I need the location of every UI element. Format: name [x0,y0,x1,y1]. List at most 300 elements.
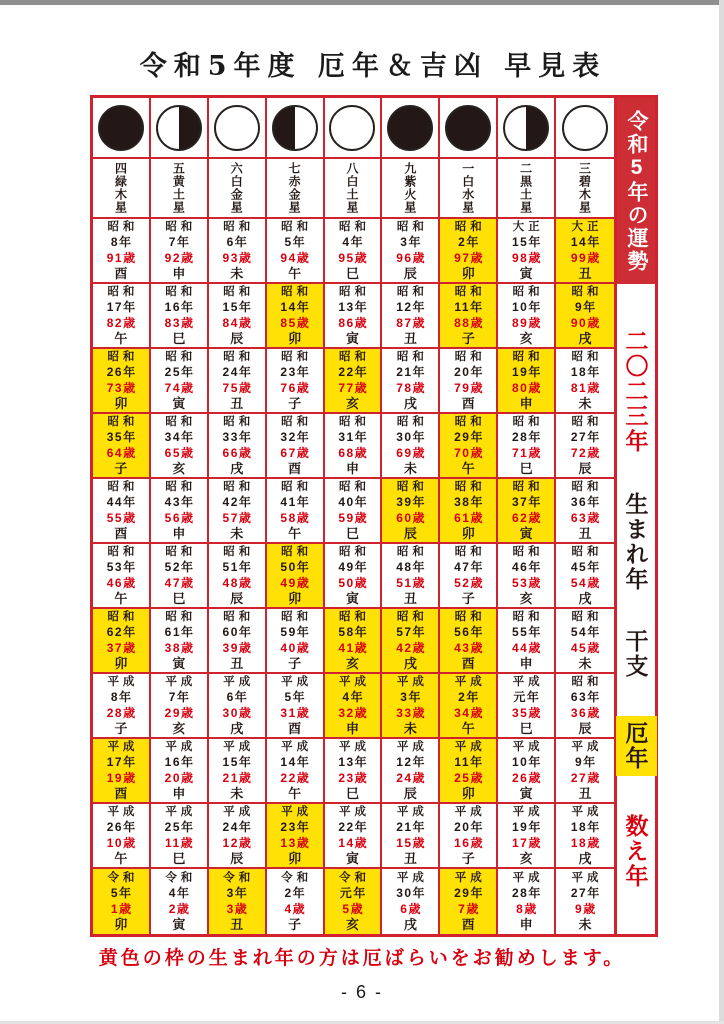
year-label: 10年 [511,300,542,314]
birth-year-cell-yakudoshi [267,804,325,869]
era-label: 昭和 [223,221,255,233]
era-label: 昭和 [338,611,370,623]
age-label: 79歳 [454,381,484,395]
era-label: 昭和 [396,416,428,428]
era-label: 昭和 [165,546,197,558]
right-sidebar [617,95,658,937]
age-label: 80歳 [511,381,542,395]
age-label: 91歳 [106,251,137,265]
zodiac-label: 申 [172,266,186,281]
birth-year-cell [209,544,267,609]
zodiac-label: 寅 [519,266,533,281]
birth-year-cell-yakudoshi [382,609,440,674]
birth-year-cell [209,674,267,739]
year-label: 45年 [570,560,601,574]
age-label: 65歳 [164,446,195,460]
era-label: 平成 [281,741,313,753]
year-label: 元年 [513,690,541,704]
zodiac-label: 巳 [519,721,533,736]
birth-year-cell [498,609,556,674]
era-label: 大正 [512,221,544,233]
era-label: 令和 [281,872,313,884]
age-label: 50歳 [338,576,369,590]
birth-year-row [93,414,614,479]
birth-year-cell [267,349,325,414]
year-label: 59年 [280,625,311,639]
year-label: 12年 [396,755,427,769]
year-label: 7年 [168,690,191,704]
moon-phase-cell [267,98,325,159]
age-label: 25歳 [454,771,484,785]
age-label: 87歳 [396,316,427,330]
year-label: 18年 [570,820,601,834]
era-label: 昭和 [571,481,603,493]
age-label: 78歳 [396,381,427,395]
birth-year-row [93,609,614,674]
zodiac-label: 午 [114,331,128,346]
age-label: 10歳 [106,836,137,850]
zodiac-label: 寅 [172,656,186,671]
era-label: 平成 [454,676,486,688]
era-label: 平成 [396,806,428,818]
birth-year-cell-yakudoshi [93,349,151,414]
sidebar-item-black: 生まれ年 [622,491,649,592]
zodiac-label: 卯 [461,526,475,541]
era-label: 平成 [571,806,603,818]
era-label: 昭和 [454,481,486,493]
sidebar-item-red: 数え年 [622,813,649,889]
era-label: 昭和 [165,351,197,363]
zodiac-label: 卯 [114,656,128,671]
year-label: 32年 [280,430,311,444]
zodiac-label: 丑 [403,851,417,866]
zodiac-label: 卯 [114,917,128,932]
birth-year-cell-yakudoshi [440,609,498,674]
age-label: 35歳 [511,706,542,720]
zodiac-label: 巳 [172,851,186,866]
year-label: 16年 [164,755,195,769]
age-label: 68歳 [338,446,369,460]
era-label: 昭和 [338,351,370,363]
era-label: 昭和 [396,221,428,233]
era-label: 昭和 [571,416,603,428]
zodiac-label: 未 [578,917,592,932]
zodiac-label: 午 [461,461,475,476]
zodiac-label: 亥 [345,396,359,411]
moon-phase-icon-black [387,105,433,151]
star-header-cell [440,159,498,219]
year-label: 26年 [106,365,137,379]
zodiac-label: 丑 [403,591,417,606]
birth-year-row [93,479,614,544]
age-label: 11歳 [164,836,195,850]
age-label: 81歳 [570,381,601,395]
year-label: 23年 [280,365,311,379]
era-label: 平成 [512,872,544,884]
moon-phase-icon-left-black [272,105,318,151]
year-label: 49年 [338,560,369,574]
moon-phase-row [93,98,614,159]
year-label: 3年 [400,690,422,704]
birth-year-cell [267,219,325,284]
zodiac-label: 未 [230,786,244,801]
era-label: 平成 [571,741,603,753]
age-label: 19歳 [106,771,137,785]
year-label: 14年 [280,755,311,769]
era-label: 昭和 [396,546,428,558]
birth-year-cell [209,609,267,674]
era-label: 昭和 [281,611,313,623]
era-label: 昭和 [454,286,486,298]
era-label: 平成 [571,872,603,884]
star-name-label: 二黒土星 [518,162,533,214]
era-label: 平成 [338,806,370,818]
age-label: 89歳 [511,316,542,330]
year-label: 13年 [338,755,369,769]
age-label: 58歳 [280,511,311,525]
era-label: 平成 [107,806,139,818]
birth-year-cell [209,414,267,479]
zodiac-label: 酉 [461,917,475,932]
moon-phase-icon-right-black [503,105,549,151]
zodiac-label: 丑 [578,266,592,281]
birth-year-cell [93,674,151,739]
birth-year-cell [93,219,151,284]
birth-year-cell [325,804,383,869]
age-label: 37歳 [106,641,137,655]
year-label: 48年 [396,560,427,574]
year-label: 28年 [511,886,542,900]
birth-year-cell [498,804,556,869]
year-label: 23年 [280,820,311,834]
birth-year-cell [382,804,440,869]
birth-year-cell [151,479,209,544]
year-label: 20年 [454,820,484,834]
zodiac-label: 辰 [403,266,417,281]
zodiac-label: 戌 [578,851,592,866]
birth-year-cell-yakudoshi [440,674,498,739]
moon-phase-cell [440,98,498,159]
era-label: 昭和 [165,286,197,298]
age-label: 82歳 [106,316,137,330]
year-label: 2年 [458,690,480,704]
birth-year-cell [209,284,267,349]
year-label: 11年 [454,755,484,769]
zodiac-label: 午 [114,591,128,606]
age-label: 53歳 [511,576,542,590]
birth-year-cell [556,544,614,609]
scan-edge-right [719,0,724,1024]
scan-edge-top [0,0,724,5]
birth-year-cell-yakudoshi [93,609,151,674]
age-label: 61歳 [454,511,484,525]
zodiac-label: 未 [230,266,244,281]
age-label: 2歳 [168,902,191,916]
year-label: 14年 [280,300,311,314]
year-label: 4年 [168,886,191,900]
year-label: 21年 [396,365,427,379]
age-label: 51歳 [396,576,427,590]
zodiac-label: 酉 [461,656,475,671]
year-label: 46年 [511,560,542,574]
birth-year-cell [325,479,383,544]
zodiac-label: 巳 [345,266,359,281]
moon-phase-cell [556,98,614,159]
age-label: 39歳 [222,641,253,655]
age-label: 94歳 [280,251,311,265]
year-label: 20年 [454,365,484,379]
era-label: 昭和 [338,546,370,558]
year-label: 38年 [454,495,484,509]
birth-year-cell [382,349,440,414]
zodiac-label: 戌 [230,721,244,736]
zodiac-label: 辰 [578,721,592,736]
year-label: 28年 [511,430,542,444]
year-label: 5年 [284,690,307,704]
year-label: 44年 [106,495,137,509]
moon-phase-icon-white [214,105,260,151]
zodiac-label: 辰 [230,851,244,866]
age-label: 8歳 [516,902,538,916]
year-label: 9年 [574,755,597,769]
birth-year-cell [382,219,440,284]
zodiac-label: 亥 [519,591,533,606]
zodiac-label: 子 [461,591,475,606]
year-label: 37年 [511,495,542,509]
zodiac-label: 申 [172,786,186,801]
star-name-label: 九紫火星 [402,162,417,214]
era-label: 昭和 [512,416,544,428]
birth-year-cell [209,479,267,544]
age-label: 22歳 [280,771,311,785]
birth-year-cell [382,544,440,609]
birth-year-cell [267,609,325,674]
year-label: 58年 [338,625,369,639]
age-label: 83歳 [164,316,195,330]
age-label: 21歳 [222,771,253,785]
era-label: 昭和 [281,546,313,558]
year-label: 34年 [164,430,195,444]
age-label: 77歳 [338,381,369,395]
year-label: 6年 [226,690,249,704]
year-label: 22年 [338,820,369,834]
zodiac-label: 巳 [519,461,533,476]
era-label: 昭和 [165,481,197,493]
moon-phase-cell [209,98,267,159]
year-label: 24年 [222,365,253,379]
era-label: 平成 [454,741,486,753]
era-label: 平成 [223,806,255,818]
birth-year-cell [325,544,383,609]
zodiac-label: 未 [403,461,417,476]
year-label: 19年 [511,820,542,834]
zodiac-label: 寅 [345,331,359,346]
star-header-cell [556,159,614,219]
age-label: 33歳 [396,706,427,720]
year-label: 36年 [570,495,601,509]
age-label: 31歳 [280,706,311,720]
zodiac-label: 亥 [519,851,533,866]
zodiac-label: 申 [345,721,359,736]
birth-year-cell [209,804,267,869]
age-label: 24歳 [396,771,427,785]
zodiac-label: 戌 [403,917,417,932]
year-label: 7年 [168,235,191,249]
era-label: 昭和 [107,416,139,428]
age-label: 97歳 [454,251,484,265]
era-label: 平成 [338,676,370,688]
zodiac-label: 巳 [345,786,359,801]
birth-year-row [93,804,614,869]
era-label: 昭和 [454,416,486,428]
year-label: 52年 [164,560,195,574]
birth-year-cell [151,804,209,869]
zodiac-label: 卯 [114,396,128,411]
era-label: 大正 [571,221,603,233]
sidebar-item-yellow-bg: 厄年 [616,716,657,776]
era-label: 平成 [396,676,428,688]
birth-year-cell [382,869,440,934]
era-label: 昭和 [223,611,255,623]
zodiac-label: 卯 [461,266,475,281]
age-label: 70歳 [454,446,484,460]
era-label: 昭和 [338,286,370,298]
star-header-row [93,159,614,219]
era-label: 平成 [165,806,197,818]
birth-year-cell [209,219,267,284]
zodiac-label: 卯 [288,851,302,866]
sidebar-header-fortune-of-reiwa5: 令和5年の運勢 [617,98,655,284]
birth-year-row [93,869,614,934]
year-label: 9年 [574,300,597,314]
age-label: 34歳 [454,706,484,720]
age-label: 47歳 [164,576,195,590]
zodiac-label: 申 [519,656,533,671]
era-label: 昭和 [396,481,428,493]
year-label: 25年 [164,365,195,379]
zodiac-label: 酉 [114,526,128,541]
birth-year-cell [440,349,498,414]
age-label: 64歳 [106,446,137,460]
birth-year-row [93,349,614,414]
birth-year-cell [556,739,614,804]
year-label: 21年 [396,820,427,834]
birth-year-cell [325,219,383,284]
year-label: 12年 [396,300,427,314]
year-label: 15年 [222,300,253,314]
year-label: 42年 [222,495,253,509]
birth-year-cell [440,804,498,869]
zodiac-label: 寅 [172,396,186,411]
age-label: 13歳 [280,836,311,850]
age-label: 59歳 [338,511,369,525]
age-label: 20歳 [164,771,195,785]
birth-year-cell-yakudoshi [382,479,440,544]
year-label: 4年 [342,235,365,249]
era-label: 平成 [107,741,139,753]
age-label: 40歳 [280,641,311,655]
zodiac-label: 戌 [578,591,592,606]
birth-year-cell [556,414,614,479]
year-label: 8年 [110,235,133,249]
age-label: 99歳 [570,251,601,265]
birth-year-cell [498,219,556,284]
age-label: 28歳 [106,706,137,720]
birth-year-cell [440,544,498,609]
age-label: 73歳 [106,381,137,395]
era-label: 昭和 [571,351,603,363]
year-label: 62年 [106,625,137,639]
zodiac-label: 酉 [114,786,128,801]
birth-year-row [93,674,614,739]
year-label: 26年 [106,820,137,834]
era-label: 昭和 [512,351,544,363]
zodiac-label: 子 [114,721,128,736]
age-label: 75歳 [222,381,253,395]
era-label: 平成 [396,872,428,884]
zodiac-label: 卯 [288,591,302,606]
age-label: 56歳 [164,511,195,525]
birth-year-cell-yakudoshi [440,219,498,284]
age-label: 54歳 [570,576,601,590]
birth-year-cell-yakudoshi [267,284,325,349]
era-label: 平成 [338,741,370,753]
age-label: 74歳 [164,381,195,395]
zodiac-label: 酉 [288,461,302,476]
zodiac-label: 辰 [578,461,592,476]
age-label: 95歳 [338,251,369,265]
era-label: 平成 [512,741,544,753]
age-label: 63歳 [570,511,601,525]
birth-year-cell [556,609,614,674]
birth-year-cell-yakudoshi [440,479,498,544]
fortune-table [90,95,617,937]
birth-year-cell [93,479,151,544]
era-label: 平成 [454,872,486,884]
birth-year-cell [93,284,151,349]
age-label: 88歳 [454,316,484,330]
age-label: 84歳 [222,316,253,330]
birth-year-cell-yakudoshi [267,544,325,609]
year-label: 15年 [222,755,253,769]
zodiac-label: 巳 [345,526,359,541]
zodiac-label: 寅 [519,786,533,801]
era-label: 昭和 [281,416,313,428]
age-label: 44歳 [511,641,542,655]
birth-year-cell-yakudoshi [556,219,614,284]
year-label: 5年 [110,886,133,900]
year-label: 2年 [284,886,307,900]
year-label: 51年 [222,560,253,574]
sidebar-item-black: 干支 [622,628,649,679]
birth-year-cell [267,674,325,739]
year-label: 5年 [284,235,307,249]
age-label: 46歳 [106,576,137,590]
birth-year-cell [556,804,614,869]
era-label: 平成 [454,806,486,818]
star-name-label: 六白金星 [229,162,244,214]
zodiac-label: 申 [172,526,186,541]
star-header-cell [151,159,209,219]
age-label: 86歳 [338,316,369,330]
year-label: 27年 [570,886,601,900]
era-label: 昭和 [454,221,486,233]
year-label: 10年 [511,755,542,769]
zodiac-label: 午 [288,786,302,801]
year-label: 35年 [106,430,137,444]
age-label: 49歳 [280,576,311,590]
age-label: 96歳 [396,251,427,265]
